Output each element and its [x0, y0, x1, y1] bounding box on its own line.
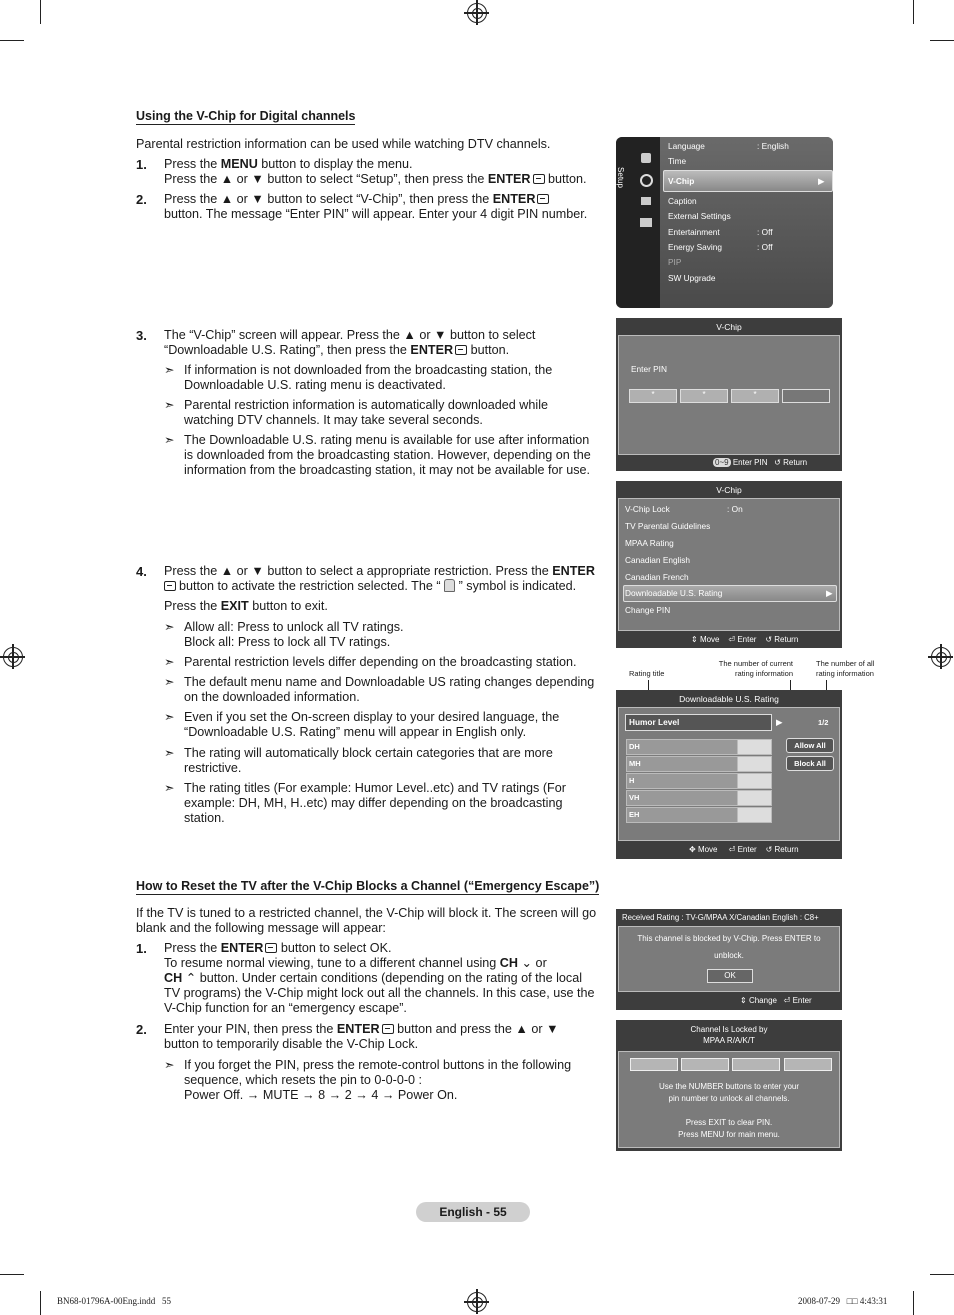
pin-prompt: Enter PIN: [631, 364, 667, 374]
pin-footer: 0~9 Enter PIN ↺ Return: [715, 458, 808, 467]
rating-label: EH: [629, 810, 640, 819]
nav-footer: ⇕ Change ⏎ Enter: [740, 996, 812, 1005]
section-heading: Using the V-Chip for Digital channels: [136, 109, 356, 123]
registration-mark-icon: [467, 1292, 487, 1312]
caption-rating-title: Rating title: [629, 669, 665, 678]
chevron-up-icon: ⌃: [182, 971, 197, 985]
enter-icon: ⏎: [783, 996, 791, 1005]
enter-icon: ⏎: [728, 635, 736, 644]
enter-icon: [265, 943, 277, 953]
lock-cell[interactable]: [737, 756, 772, 772]
file-info: BN68-01796A-00Eng.indd 55: [57, 1296, 171, 1306]
gear-icon: [640, 174, 653, 187]
enter-icon: ⏎: [728, 845, 736, 854]
section-heading: How to Reset the TV after the V-Chip Blocks a Channel (“Emergency Escape”): [136, 879, 600, 893]
caption-all-count: The number of all rating information: [816, 659, 875, 678]
note: ➣ The rating will automatically block certain categories that are more restrictive.: [164, 746, 553, 775]
menu-item[interactable]: TV Parental Guidelines: [625, 521, 711, 531]
pin-box[interactable]: [784, 1058, 832, 1071]
lock-cell[interactable]: [737, 773, 772, 789]
enter-icon: [164, 581, 176, 591]
step-2: 2. Press the ▲ or ▼ button to select “V-Chip”, then press the ENTER button. The message “Enter PIN” will appear. Enter your 4 digit PIN number.: [136, 192, 588, 221]
caption-current-count: The number of current rating information: [718, 659, 793, 678]
rating-label: VH: [629, 793, 640, 802]
rating-label: H: [629, 776, 635, 785]
crop-mark: [0, 40, 24, 41]
allow-all-button[interactable]: Allow All: [786, 738, 834, 753]
registration-mark-icon: [467, 3, 487, 23]
blocked-channel-screen: [616, 909, 842, 1010]
intro-text: If the TV is tuned to a restricted channel, the V-Chip will block it. The screen will go blank and the following message will appear:: [136, 906, 597, 935]
note: ➣ If you forget the PIN, press the remote-control buttons in the following sequence, which resets the pin to 0-0-0-0 : Power Off. → MUTE → 8 → 2 → 4 → Power On.: [164, 1058, 572, 1102]
pin-box[interactable]: *: [731, 389, 779, 403]
return-icon: ↺: [765, 845, 773, 854]
crop-mark: [930, 40, 954, 41]
locked-message: Use the NUMBER buttons to enter your pin number to unlock all channels. Press EXIT to clear PIN. Press MENU for main menu.: [658, 1082, 800, 1139]
crop-mark: [913, 0, 914, 24]
rating-title: Humor Level: [629, 717, 680, 727]
enter-icon: [382, 1024, 394, 1034]
step-3: 3. The “V-Chip” screen will appear. Press the ▲ or ▼ button to select “Downloadable U.S. Rating”, then press the ENTER button.: [136, 328, 536, 357]
menu-item[interactable]: SW Upgrade: [668, 273, 716, 283]
received-rating: Received Rating : TV-G/MPAA X/Canadian English : C8+: [622, 913, 819, 922]
intro-text: Parental restriction information can be used while watching DTV channels.: [136, 137, 551, 151]
menu-item[interactable]: Entertainment : Off: [668, 227, 773, 237]
lock-icon: [444, 579, 455, 592]
lock-cell[interactable]: [737, 790, 772, 806]
crop-mark: [40, 1291, 41, 1315]
blocked-message: This channel is blocked by V-Chip. Press ENTER to unblock.: [637, 934, 821, 960]
menu-item[interactable]: MPAA Rating: [625, 538, 674, 548]
channel-locked-screen: Channel Is Locked by MPAA R/A/K/T Use the NUMBER buttons to enter your pin number to unlock all channels. Press EXIT to clear PIN. Press MENU for main menu.: [616, 1020, 842, 1151]
enter-icon: [533, 174, 545, 184]
menu-item[interactable]: V-Chip Lock : On: [625, 504, 743, 514]
return-icon: ↺: [765, 635, 773, 644]
input-icon: [641, 197, 651, 205]
pin-box[interactable]: [630, 1058, 678, 1071]
menu-item-disabled: PIP: [668, 257, 682, 267]
setup-menu-screen: [616, 137, 833, 308]
registration-mark-icon: [931, 647, 951, 667]
note: ➣ The Downloadable U.S. rating menu is available for use after information is downloaded from the broadcasting station. However, depending on the information from the broadcasting station, it may not be available for use.: [164, 433, 591, 477]
menu-item[interactable]: External Settings: [668, 211, 731, 221]
pin-box[interactable]: [681, 1058, 729, 1071]
step-4: 4. Press the ▲ or ▼ button to select a appropriate restriction. Press the ENTER button to activate the restriction selected. The “ ” symbol is indicated. Press the EXIT button to exit.: [136, 564, 595, 613]
crop-mark: [913, 1291, 914, 1315]
menu-item-vchip[interactable]: V-Chip: [668, 176, 695, 186]
right-arrow-icon: ▶: [776, 717, 783, 727]
application-icon: [640, 218, 652, 227]
nav-footer: ✥ Move ⏎ Enter ↺ Return: [689, 845, 799, 854]
vchip-menu-screen: V-Chip V-Chip Lock : On TV Parental Guidelines MPAA Rating Canadian English Canadian French Downloadable U.S. Rating ▶ Change PIN ⇕ Move ⏎ Enter ↺ Return: [616, 481, 842, 648]
right-arrow-icon: ▶: [818, 176, 825, 186]
step-1: 1. Press the MENU button to display the menu. Press the ▲ or ▼ button to select “Setup”, then press the ENTER button.: [136, 157, 587, 186]
downloadable-rating-screen: Downloadable U.S. Rating Humor Level ▶ 1/2 DH MH H VH EH Allow All Block All ✥ Move ⏎ Enter ↺ Return: [616, 690, 842, 859]
rating-label: MH: [629, 759, 641, 768]
note: ➣ Parental restriction levels differ depending on the broadcasting station.: [164, 655, 577, 669]
page-number: English - 55: [416, 1202, 530, 1222]
step-2: 2. Enter your PIN, then press the ENTER button and press the ▲ or ▼ button to temporarily disable the V-Chip Lock.: [136, 1022, 559, 1051]
print-date: 2008-07-29 □□ 4:43:31: [798, 1296, 888, 1306]
lock-cell[interactable]: [737, 807, 772, 823]
enter-icon: [455, 345, 467, 355]
rating-label: DH: [629, 742, 640, 751]
note: ➣ Even if you set the On-screen display to your desired language, the “Downloadable U.S. Rating” menu will appear in English only.: [164, 710, 560, 739]
pin-box[interactable]: [732, 1058, 780, 1071]
menu-item[interactable]: Energy Saving : Off: [668, 242, 773, 252]
chevron-down-icon: ⌄: [518, 956, 533, 970]
rating-count: 1/2: [818, 718, 829, 727]
crop-mark: [40, 0, 41, 24]
menu-item[interactable]: Canadian French: [625, 572, 689, 582]
pin-box[interactable]: *: [629, 389, 677, 403]
note: ➣ If information is not downloaded from the broadcasting station, the Downloadable U.S. rating menu is deactivated.: [164, 363, 553, 392]
note: ➣ The default menu name and Downloadable US rating changes depending on the downloaded information.: [164, 675, 595, 704]
ok-button[interactable]: OK: [707, 969, 753, 983]
note: ➣ Parental restriction information is automatically downloaded while watching DTV channels. It may take several seconds.: [164, 398, 549, 427]
step-1: 1. Press the ENTER button to select OK. To resume normal viewing, tune to a different channel using CH ⌄ or CH ⌃ button. Under certain conditions (depending on the rating of the local TV programs) the V-Chip might lock out all the channels. In this case, use the V-Chip function for an “emergency escape”.: [136, 941, 595, 1015]
block-all-button[interactable]: Block All: [786, 756, 834, 771]
menu-item-selected[interactable]: Downloadable U.S. Rating: [625, 588, 723, 598]
pin-box-active[interactable]: [782, 389, 830, 403]
crop-mark: [930, 1274, 954, 1275]
menu-item[interactable]: Canadian English: [625, 555, 691, 565]
menu-item[interactable]: Change PIN: [625, 605, 671, 615]
registration-mark-icon: [3, 647, 23, 667]
right-arrow-icon: ▶: [826, 588, 833, 598]
menu-item[interactable]: Time: [668, 156, 687, 166]
enter-icon: [537, 194, 549, 204]
crop-mark: [0, 1274, 24, 1275]
enter-pin-screen: V-Chip Enter PIN * * * 0~9 Enter PIN ↺ Return: [616, 318, 842, 471]
return-icon: ↺: [774, 458, 781, 467]
lock-cell[interactable]: [737, 739, 772, 755]
setup-side-label: Setup: [615, 167, 625, 188]
picture-icon: [641, 153, 651, 163]
pin-box[interactable]: *: [680, 389, 728, 403]
menu-item[interactable]: Language : English: [668, 141, 789, 151]
nav-footer: ⇕ Move ⏎ Enter ↺ Return: [691, 635, 799, 644]
note: ➣ Allow all: Press to unlock all TV ratings. Block all: Press to lock all TV ratings.: [164, 620, 404, 649]
note: ➣ The rating titles (For example: Humor Level..etc) and TV ratings (For example: DH, MH, H..etc) may differ depending on the broadcasting station.: [164, 781, 566, 825]
menu-item[interactable]: Caption: [668, 196, 697, 206]
